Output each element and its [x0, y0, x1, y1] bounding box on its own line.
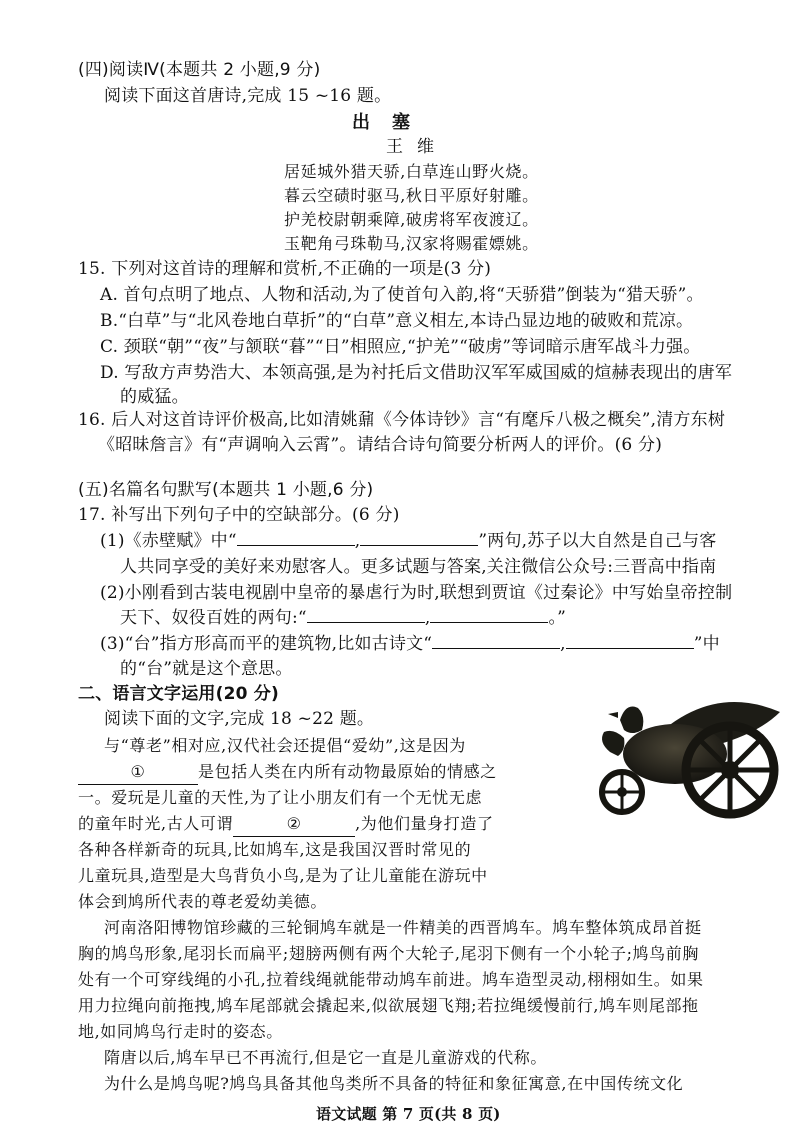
para1-line7: 体会到鸠所代表的尊老爱幼美德。: [78, 892, 328, 911]
para1-line3: 一。爱玩是儿童的天性,为了让小朋友们有一个无忧无虑: [78, 788, 483, 807]
q17-part2-line2: [120, 606, 566, 630]
section5-heading: (五)名篇名句默写(本题共 1 小题,6 分): [78, 480, 374, 500]
q17-p2-mid: ,: [424, 608, 431, 628]
para3: 隋唐以后,鸠车早已不再流行,但是它一直是儿童游戏的代称。: [104, 1048, 547, 1067]
poem-line-4: 玉靶角弓珠勒马,汉家将赐霍嫖姚。: [284, 234, 539, 253]
q17-p3-blank-1[interactable]: [432, 632, 560, 649]
para1-line1: 与“尊老”相对应,汉代社会还提倡“爱幼”,这是因为: [104, 736, 466, 755]
q17-p1-mid: ,: [354, 531, 361, 551]
para1-line5: 各种各样新奇的玩具,比如鸠车,这是我国汉晋时常见的: [78, 840, 472, 859]
cart-big-wheel: [686, 726, 774, 814]
q17-p3-prefix: (3)“台”指方形高而平的建筑物,比如古诗文“: [100, 634, 433, 654]
poem-line-1: 居延城外猎天骄,白草连山野火烧。: [284, 162, 539, 181]
q17-p3-suffix: ”中: [693, 634, 720, 654]
q15-option-c: C. 颈联“朝”“夜”与颔联“暮”“日”相照应,“护羌”“破虏”等词暗示唐军战斗力强。: [100, 337, 701, 357]
cart-small-bird: [620, 707, 643, 734]
para1-line4-post: ,为他们量身打造了: [355, 814, 494, 833]
q17-part3-line2: 的“台”就是这个意思。: [120, 659, 293, 679]
page-footer: 语文试题 第 7 页(共 8 页): [316, 1105, 501, 1123]
poem-line-2: 暮云空碛时驱马,秋日平原好射雕。: [284, 186, 539, 205]
q16-line2: 《昭昧詹言》有“声调响入云霄”。请结合诗句简要分析两人的评价。(6 分): [98, 435, 663, 455]
pigeon-cart-image: [590, 672, 790, 822]
q17-p1-prefix: (1)《赤壁赋》中“: [100, 531, 237, 551]
part2-instruction: 阅读下面的文字,完成 18 ~22 题。: [104, 709, 375, 729]
q15-option-d-line2: 的威猛。: [120, 387, 189, 407]
para1-line6: 儿童玩具,造型是大鸟背负小鸟,是为了让儿童能在游玩中: [78, 866, 488, 885]
q17-p2-blank-1[interactable]: [307, 606, 425, 623]
q17-p1-blank-2[interactable]: [360, 529, 478, 546]
q15-option-b: B.“白草”与“北风卷地白草折”的“白草”意义相左,本诗凸显边地的破败和荒凉。: [100, 311, 694, 331]
q17-stem: 17. 补写出下列句子中的空缺部分。(6 分): [78, 505, 400, 525]
q17-p3-mid: ,: [560, 634, 566, 654]
section4-instruction: 阅读下面这首唐诗,完成 15 ~16 题。: [104, 86, 392, 106]
para2-line1: 河南洛阳博物馆珍藏的三轮铜鸠车就是一件精美的西晋鸠车。鸠车整体筑成昂首挺: [104, 918, 702, 937]
para1-line2: [78, 760, 497, 785]
para2-line2: 胸的鸠鸟形象,尾羽长而扁平;翅膀两侧有两个大轮子,尾羽下侧有一个小轮子;鸠鸟前胸: [78, 944, 699, 963]
q16-line1: 16. 后人对这首诗评价极高,比如清姚鼐《今体诗钞》言“有麾斥八极之概矣”,清方东树: [78, 410, 726, 430]
blank-2-marker[interactable]: ②: [233, 812, 355, 837]
section4-heading: (四)阅读Ⅳ(本题共 2 小题,9 分): [78, 60, 321, 80]
blank-1-marker[interactable]: ①: [78, 760, 198, 785]
q17-p2-suffix: 。”: [548, 608, 567, 628]
poem-title: 出塞: [352, 112, 432, 133]
poem-author: 王维: [386, 137, 448, 157]
q15-option-d-line1: D. 写敌方声势浩大、本领高强,是为衬托后文借助汉军军威国威的煊赫表现出的唐军: [100, 363, 733, 383]
q17-part1-line1: [100, 529, 717, 553]
q17-p1-blank-1[interactable]: [237, 529, 355, 546]
para4: 为什么是鸠鸟呢?鸠鸟具备其他鸟类所不具备的特征和象征寓意,在中国传统文化: [104, 1074, 684, 1093]
part2-heading: 二、语言文字运用(20 分): [78, 684, 279, 704]
q15-option-a: A. 首句点明了地点、人物和活动,为了使首句入韵,将“天骄猎”倒装为“猎天骄”。: [100, 285, 704, 305]
q17-p3-blank-2[interactable]: [566, 632, 694, 649]
para2-line4: 用力拉绳向前拖拽,鸠车尾部就会撬起来,似欲展翅飞翔;若拉绳缓慢前行,鸠车则尾部拖: [78, 996, 699, 1015]
q17-p1-suffix: ”两句,苏子以大自然是自己与客: [478, 531, 717, 551]
q17-p2-prefix: 天下、奴役百姓的两句:“: [120, 608, 307, 628]
q17-part3-line1: [100, 632, 720, 656]
q17-part1-line2: 人共同享受的美好来劝慰客人。更多试题与答案,关注微信公众号:三晋高中指南: [120, 557, 717, 577]
para1-line2-text: 是包括人类在内所有动物最原始的情感之: [198, 762, 497, 781]
cart-head: [602, 731, 624, 756]
para1-line4-pre: 的童年时光,古人可谓: [78, 814, 234, 833]
q17-p2-blank-2[interactable]: [430, 606, 548, 623]
q17-part2-line1: (2)小刚看到古装电视剧中皇帝的暴虐行为时,联想到贾谊《过秦论》中写始皇帝控制: [100, 583, 733, 603]
para2-line5: 地,如同鸠鸟行走时的姿态。: [78, 1022, 283, 1041]
para1-line4: [78, 812, 494, 837]
para2-line3: 处有一个可穿线绳的小孔,拉着线绳就能带动鸠车前进。鸠车造型灵动,栩栩如生。如果: [78, 970, 704, 989]
poem-line-3: 护羌校尉朝乘障,破虏将军夜渡辽。: [284, 210, 539, 229]
cart-small-wheel: [602, 772, 642, 812]
q15-stem: 15. 下列对这首诗的理解和赏析,不正确的一项是(3 分): [78, 259, 492, 279]
